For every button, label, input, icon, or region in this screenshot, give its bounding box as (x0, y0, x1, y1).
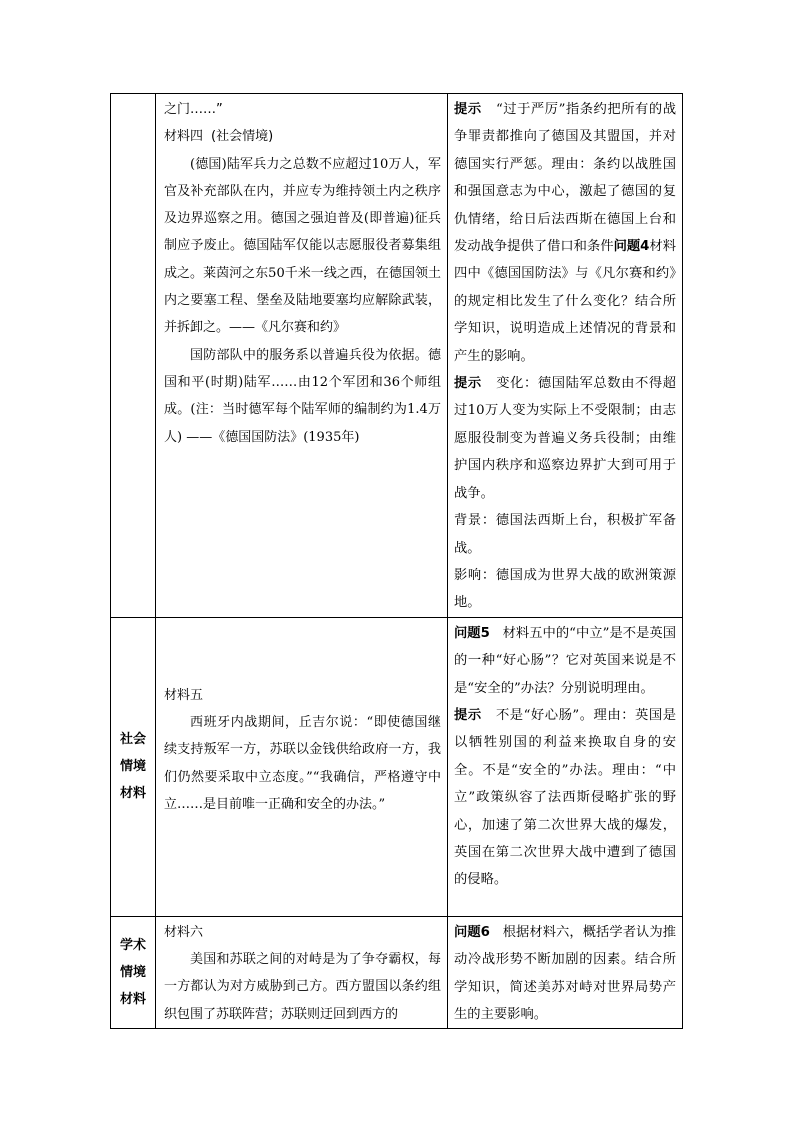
question-text: 材料四中《德国国防法》与《凡尔赛和约》的规定相比发生了什么变化？结合所学知识，说明造成上述情况的背景和产生的影响。 (454, 239, 677, 364)
question-paragraph (454, 919, 676, 1029)
hint-text: 不是“好心肠”。理由：英国是以牺牲别国的利益来换取自身的安全。不是“安全的”办法。理由：“中立”政策纵容了法西斯侵略扩张的野心，加速了第二次世界大战的爆发，英国在第二次世界大战中遭到了德国的侵略。 (454, 707, 676, 888)
question-paragraph (454, 620, 676, 702)
hint-text: 变化：德国陆军总数由不得超过10万人变为实际上不受限制；由志愿服役制变为普遍义务兵役制；由维护国内秩序和巡察边界扩大到可用于战争。 (454, 376, 677, 501)
material-cell (156, 617, 448, 916)
table-row-material-6 (111, 916, 683, 1029)
background-text: 德国法西斯上台，积极扩军备战。 (454, 513, 677, 556)
hint-tag: 提示 (454, 102, 482, 117)
question-text: 根据材料六，概括学者认为推动冷战形势不断加剧的因素。结合所学知识，简述美苏对峙对世界局势产生的主要影响。 (454, 924, 676, 1022)
background-paragraph (454, 507, 676, 562)
material-cell (156, 94, 448, 618)
question-cell (448, 916, 683, 1029)
question-cell (448, 617, 683, 916)
row-label: 社会情境材料 (119, 732, 146, 802)
material-paragraph: 西班牙内战期间，丘吉尔说：“即使德国继续支持叛军一方，苏联以金钱供给政府一方，我们仍然要采取中立态度。”“我确信，严格遵守中立……是目前唯一正确和安全的办法。” (164, 715, 441, 812)
background-tag: 背景： (454, 513, 496, 529)
table-row-material-5 (111, 617, 683, 916)
row-label: 学术情境材料 (119, 938, 146, 1008)
material-paragraph: 国防部队中的服务系以普遍兵役为依据。德国和平(时期)陆军……由12个军团和36个师组成。(注：当时德军每个陆军师的编制约为1.4万人) ——《德国国防法》(1935年) (164, 347, 441, 445)
question-tag: 问题4 (613, 239, 650, 255)
material-heading: 材料五 (164, 687, 204, 703)
hint-text: “过于严厉”指条约把所有的战争罪责都推向了德国及其盟国，并对德国实行严惩。理由：条约以战胜国和强国意志为中心，激起了德国的复仇情绪，给日后法西斯在德国上台和发动战争提供了借口和条件 (454, 102, 676, 255)
material-continuation: 之门……” (164, 102, 223, 117)
impact-paragraph (454, 562, 676, 617)
question-cell (448, 94, 683, 618)
material-heading: 材料六 (164, 924, 204, 940)
impact-text: 德国成为世界大战的欧洲策源地。 (454, 567, 677, 611)
lesson-table (110, 93, 683, 1029)
hint-paragraph (454, 96, 676, 370)
question-tag: 问题5 (454, 625, 490, 641)
row-label-cell (111, 916, 156, 1029)
material-heading (164, 123, 441, 150)
material-heading-note: (社会情境) (211, 129, 274, 145)
material-paragraph: 美国和苏联之间的对峙是为了争夺霸权，每一方都认为对方威胁到己方。西方盟国以条约组织包围了苏联阵营；苏联则迂回到西方的 (164, 952, 441, 1022)
row-label-cell (111, 617, 156, 916)
material-paragraph: (德国)陆军兵力之总数不应超过10万人，军官及补充部队在内，并应专为维持领土内之秩序及边界巡察之用。德国之强迫普及(即普遍)征兵制应予废止。德国陆军仅能以志愿服役者募集组成之。莱茵河之东50千米一线之西，在德国领土内之要塞工程、堡垒及陆地要塞均应解除武装，并拆卸之。——《凡尔赛和约》 (164, 156, 441, 336)
material-cell (156, 916, 448, 1029)
material-heading-label: 材料四 (164, 129, 204, 145)
row-label-cell-empty (111, 94, 156, 618)
hint-tag: 提示 (454, 376, 482, 392)
question-tag: 问题6 (454, 924, 490, 940)
hint-paragraph (454, 370, 676, 507)
hint-tag: 提示 (454, 707, 482, 723)
question-text: 材料五中的“中立”是不是英国的一种“好心肠”？它对英国来说是不是“安全的”办法？分别说明理由。 (454, 625, 676, 696)
hint-paragraph (454, 702, 676, 894)
impact-tag: 影响： (454, 567, 496, 583)
table-row-material-4 (111, 94, 683, 618)
